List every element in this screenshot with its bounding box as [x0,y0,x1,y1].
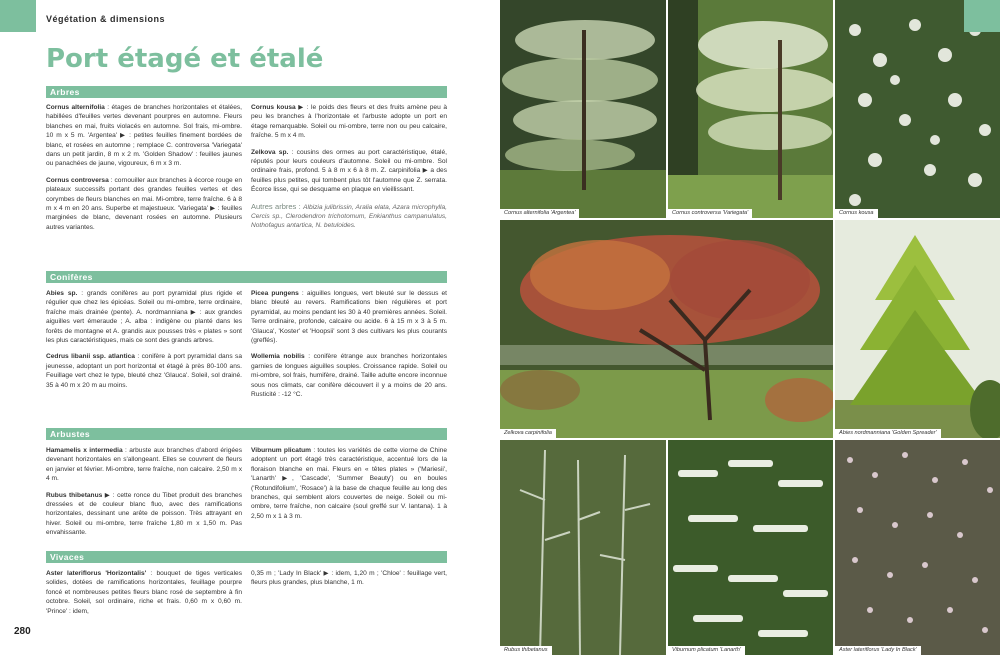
entry-name: Hamamelis x intermedia [46,447,123,454]
entry-wollemia [251,352,447,399]
section-header-arbustes: Arbustes [46,428,447,440]
photo-caption: Zelkova carpinifolia [500,429,556,438]
section-header-coniferes: Conifères [46,271,447,283]
entry-body: : conifère étrange aux branches horizontales garnies de longues aiguilles souples. Croissance rapide. Soleil ou mi-ombre, sol frais, humifère, drainé. Taille adulte encore inconnue sous nos climats, car conifère découvert il y a moins de 20 ans. Rusticité : -12 °C. [251,353,447,399]
column-coniferes-right [251,289,447,406]
photo-image [835,0,1000,218]
entry-cedrus [46,352,242,390]
column-arbustes-left [46,446,242,545]
autres-arbres-label: Autres arbres : [251,201,304,211]
photo-image [668,440,833,655]
photo-rubus-thibetanus [500,440,666,655]
entry-body: : bouquet de tiges verticales solides, dotées de ramifications horizontales, feuillage pourpre foncé et nombreuses petites fleurs blanc rosé de septembre à fin octobre. Soleil, sol ordinaire, riche et frais. 0,60 m x 0,60 m. 'Prince' : idem, [46,570,242,615]
entry-name: Wollemia nobilis [251,353,305,361]
entry-aster-continued [251,569,447,588]
entry-cornus-alternifolia [46,103,242,169]
photo-caption: Viburnum plicatum 'Lanarth' [668,646,745,655]
entry-aster [46,569,242,616]
entry-body: ▶ : le poids des fleurs et des fruits amène peu à peu les branches à l'horizontale et l'arbuste adopte un port en étage remarquable. Soleil ou mi-ombre, terre non ou peu calcaire, fraîche. 5 m x 4 m. [251,104,447,140]
corner-tab [964,0,1000,32]
section-header-vivaces: Vivaces [46,551,447,563]
photo-caption: Cornus alternifolia 'Argentea' [500,209,579,218]
entry-name: Cedrus libanii ssp. atlantica [46,353,135,361]
photo-cornus-kousa [835,0,1000,218]
entry-body: : cornouiller aux branches à écorce rouge en plateaux successifs portant des grandes feuilles vertes et des corymbes de fleurs blanches en mai. Mi-ombre, terre fraîche. 6 à 8 m x 4 m en 20 ans. Superbe et majestueux. 'Variegata' ▶ : feuilles marginées de blanc, devenant rosées en automne. Plusieurs autres variantes. [46,176,242,231]
photo-image [835,440,1000,655]
entry-body: : toutes les variétés de cette viorne de Chine adoptent un port étagé très caractéristique, accentué lors de la floraison blanche en mai. Fleurs en « têtes plates » ('Mariesii', 'Lanarth' ▶, 'Cascade', 'Summer Beauty') ou en boules ('Rotundifolium', 'Rosace') à la base de chaque feuille au long des branches, qui semblent alors couvertes de neige. Soleil ou mi-ombre, terre fraîche, non calcaire (soul greffé sur V. lantana). 1 à 2,50 m x 1 à 3 m. [251,447,447,520]
photo-cornus-alternifolia [500,0,666,218]
entry-body: : grands conifères au port pyramidal plus rigide et régulier que chez les épicéas. Soleil ou mi-ombre, terre ordinaire, fraîche mais drainée (pente). A. nordmanniana ▶ : aux grandes aiguilles vert émeraude ; A. alba : indigène ou planté dans les forêts de montagne et A. grandis aux pousses très « plates » sont les plus caractéristiques, mais ce sont des grands arbres. [46,290,242,345]
photo-caption: Aster lateriflorus 'Lady In Black' [835,646,921,655]
entry-body: : conifère à port pyramidal dans sa jeunesse, adoptant un port horizontal et étagé à près 80-100 ans. Feuillage vert chez le type, bleuté chez 'Glauca'. Soleil, sol drainé. 35 à 40 m x 20 m au moins. [46,353,242,389]
page-title: Port étagé et étalé [46,44,324,74]
page-number: 280 [14,626,31,637]
entry-name: Cornus kousa [251,104,296,111]
entry-picea [251,289,447,345]
entry-body: 0,35 m ; 'Lady In Black' ▶ : idem, 1,20 m ; 'Chloe' : feuillage vert, fleurs plus grandes, plus blanche, 1 m. [251,570,447,587]
entry-autres-arbres [251,202,447,231]
entry-name: Abies sp. [46,290,78,297]
entry-body: : cousins des ormes au port caractéristique, étalé, réputés pour leurs couleurs d'automne. Soleil ou mi-ombre. Sol ordinaire frais, profond. 5 à 8 m x 6 à 8 m. Z. carpinifolia ▶ a des feuilles plus petites, qui tombent plus tôt l'automne que Z. serrata. Écorce lisse, qui se desquame en plaque en vieillissant. [251,148,447,194]
photo-image [668,0,833,218]
photo-caption: Abies nordmanniana 'Golden Spreader' [835,429,941,438]
entry-cornus-kousa [251,103,447,141]
photo-image [500,220,833,438]
entry-name: Cornus alternifolia [46,104,105,111]
entry-name: Aster lateriflorus 'Horizontalis' [46,570,147,577]
photo-viburnum-plicatum [668,440,833,655]
entry-body: ▶ : cette ronce du Tibet produit des branches dressées et de couleur blanc fluo, avec des ramifications horizontales, dessinant une arête de poisson. Très attrayant en hiver. Soleil ou mi-ombre, terre fraîche 1,80 m x 1,50 m. Pas envahissante. [46,491,242,537]
section-header-arbres: Arbres [46,86,447,98]
entry-name: Picea pungens [251,290,299,297]
column-arbres-left [46,103,242,239]
entry-abies [46,289,242,345]
photo-aster-lateriflorus [835,440,1000,655]
corner-tab [0,0,36,32]
entry-body: : arbuste aux branches d'abord érigées devenant horizontales en s'allongeant. Elles se couvrent de fleurs en janvier et février. Mi-ombre, terre fraîche, non calcaire. 2,50 m x 4 m. [46,447,242,483]
entry-body: : aiguilles longues, vert bleuté sur le dessus et blanc bleuté au revers. Ramifications bien régulières et port pyramidal, au moins pendant les 30 à 40 premières années. Soleil. Terre ordinaire, profonde, calcaire ou acide. 6 à 15 m x 3 à 5 m. 'Glauca', 'Koster' et 'Hoopsii' sont 3 des cultivars les plus courants (greffés). [251,290,447,345]
photo-caption: Cornus kousa [835,209,878,218]
running-head: Végétation & dimensions [46,14,166,24]
photo-caption: Cornus controversa 'Variegata' [668,209,752,218]
photo-image [835,220,1000,438]
entry-name: Zelkova sp. [251,148,289,156]
photo-image [500,0,666,218]
photo-zelkova-carpinifolia [500,220,833,438]
entry-name: Viburnum plicatum [251,447,312,454]
entry-viburnum [251,446,447,521]
photo-image [500,440,666,655]
entry-body: : étages de branches horizontales et étalées, habillées d'feuilles vertes devenant pourpres en automne. Fleurs blanches en mai, fruits violacés en automne. Sol frais, mi-ombre. 10 m x 5 m. 'Argentea' ▶ : petites feuilles finement bordées de blanc, et rosées en automne ; remplace C. controversa 'Variegata' dans un petit jardin, 8 m x 2 m. 'Golden Shadow' : feuilles jaunes ou panachées de jaune, vigoureux, 6 m x 3 m. [46,104,242,168]
entry-rubus [46,491,242,538]
column-vivaces-left [46,569,242,623]
entry-zelkova [251,148,447,195]
entry-hamamelis [46,446,242,484]
column-vivaces-right [251,569,447,595]
entry-cornus-controversa [46,176,242,232]
column-coniferes-left [46,289,242,397]
column-arbres-right [251,103,447,238]
photo-abies-nordmanniana [835,220,1000,438]
autres-arbres-list: Albizia julibrissin, Aralia elata, Azara microphylla, Cercis sp., Clerodendron trichotomum, Enkianthus campanulatus, Nothofagus antartica, N. betuloides. [251,203,447,230]
entry-name: Cornus controversa [46,176,109,184]
column-arbustes-right [251,446,447,528]
photo-caption: Rubus thibetanus [500,646,552,655]
photo-cornus-controversa [668,0,833,218]
entry-name: Rubus thibetanus [46,491,103,499]
right-page [500,0,1000,655]
